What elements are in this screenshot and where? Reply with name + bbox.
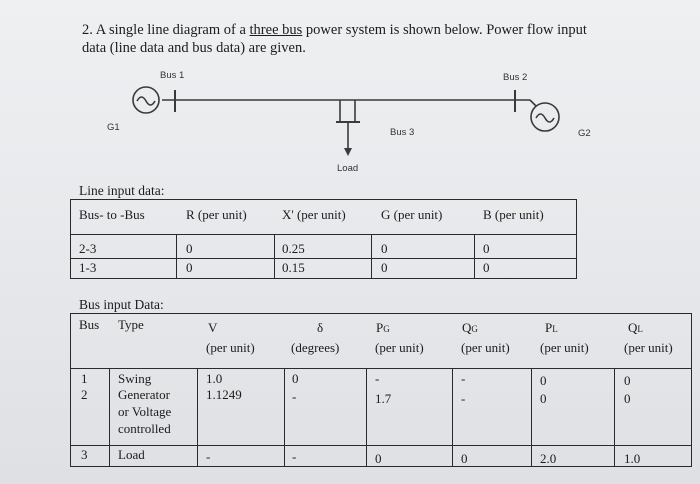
question-underlined-text: three bus — [249, 22, 303, 38]
header-symbol: Q — [628, 320, 638, 335]
question-text: 2. A single line diagram of a — [82, 22, 250, 38]
bus-header-ql — [628, 320, 643, 337]
header-symbol: P — [376, 320, 384, 335]
bus-cell-pg: 1.7 — [375, 391, 392, 406]
bus-header-unit: (per unit) — [540, 340, 589, 355]
bus-header-v: V — [208, 320, 218, 335]
g1-label: G1 — [107, 122, 120, 133]
line-table-title: Line input data: — [79, 183, 165, 198]
bus-header-unit: (per unit) — [375, 340, 424, 355]
bus-header-unit: (per unit) — [206, 340, 255, 355]
bus-header-pg — [376, 320, 390, 337]
bus-header-type: Type — [118, 317, 144, 332]
question-text: power system is shown below. Power flow input — [302, 22, 587, 38]
bus-cell-type: Load — [118, 447, 145, 462]
bus-3-label: Bus 3 — [390, 127, 415, 138]
load-arrow-icon — [344, 148, 352, 156]
line-header-b: B (per unit) — [483, 207, 544, 222]
g2-connector — [530, 100, 536, 106]
line-cell: 0 — [483, 260, 490, 275]
bus-header-unit: (degrees) — [291, 340, 340, 355]
bus-header-unit: (per unit) — [624, 340, 673, 355]
line-header-bus: Bus- to -Bus — [79, 207, 145, 222]
bus-cell-v: 1.0 — [206, 371, 223, 386]
bus-1-label: Bus 1 — [160, 70, 185, 81]
bus-cell-delta: - — [292, 449, 297, 464]
bus-cell-bus: 1 — [81, 371, 88, 386]
bus-cell-qg: - — [461, 391, 466, 406]
bus-header-unit: (per unit) — [461, 340, 510, 355]
bus-header-bus: Bus — [79, 317, 100, 332]
line-cell: 0.15 — [282, 260, 305, 275]
bus-cell-ql: 1.0 — [624, 451, 641, 466]
bus-cell-qg: - — [461, 371, 466, 386]
bus-2-label: Bus 2 — [503, 72, 528, 83]
bus-cell-pl: 0 — [540, 391, 547, 406]
line-cell: 0 — [186, 241, 193, 256]
bus-cell-v: - — [206, 449, 211, 464]
line-cell: 0 — [483, 241, 490, 256]
load-label: Load — [337, 163, 359, 174]
g2-label: G2 — [578, 128, 591, 139]
line-cell: 0.25 — [282, 241, 305, 256]
bus-cell-type: or Voltage — [118, 404, 172, 419]
line-cell: 2-3 — [79, 241, 97, 256]
bus-cell-delta: 0 — [292, 371, 299, 386]
bus-cell-pl: 2.0 — [540, 451, 557, 466]
header-subscript: L — [552, 324, 558, 334]
header-subscript: G — [471, 324, 478, 334]
header-subscript: G — [383, 324, 390, 334]
bus-cell-ql: 0 — [624, 373, 631, 388]
bus-cell-bus: 2 — [81, 387, 88, 402]
sine-wave-icon — [137, 97, 155, 105]
header-subscript: L — [637, 324, 643, 334]
header-symbol: P — [545, 320, 553, 335]
bus-cell-qg: 0 — [461, 451, 468, 466]
line-cell: 0 — [381, 241, 388, 256]
bus-cell-v: 1.1249 — [206, 387, 242, 402]
bus-table-title: Bus input Data: — [79, 297, 164, 312]
bus-cell-type: Generator — [118, 387, 170, 402]
bus-cell-pl: 0 — [540, 373, 547, 388]
bus-cell-type: controlled — [118, 421, 171, 436]
line-cell: 1-3 — [79, 260, 97, 275]
line-cell: 0 — [381, 260, 388, 275]
line-header-r: R (per unit) — [186, 207, 247, 222]
bus-cell-bus: 3 — [81, 447, 88, 462]
header-symbol: Q — [462, 320, 472, 335]
bus-header-qg — [462, 320, 478, 337]
bus-header-delta: δ — [317, 320, 324, 335]
bus-header-pl — [545, 320, 558, 337]
line-header-x: X' (per unit) — [282, 207, 346, 222]
bus-cell-pg: - — [375, 371, 380, 386]
line-header-g: G (per unit) — [381, 207, 443, 222]
bus-cell-type: Swing — [118, 371, 152, 386]
bus-cell-delta: - — [292, 389, 297, 404]
line-cell: 0 — [186, 260, 193, 275]
bus-cell-pg: 0 — [375, 451, 382, 466]
question-line-2: data (line data and bus data) are given. — [82, 40, 306, 56]
bus-cell-ql: 0 — [624, 391, 631, 406]
sine-wave-icon — [536, 114, 554, 122]
